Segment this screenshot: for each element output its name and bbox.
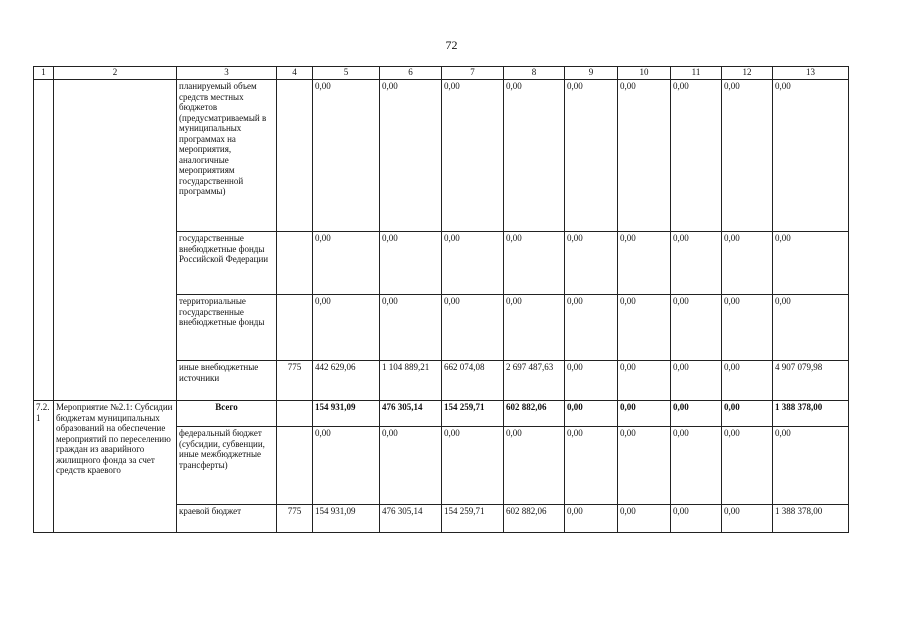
value-cell: 1 388 378,00 (773, 401, 849, 427)
column-header: 5 (313, 67, 380, 80)
column-header: 9 (565, 67, 618, 80)
column-header: 11 (671, 67, 722, 80)
value-cell: 0,00 (504, 295, 565, 361)
number-cell (34, 80, 54, 401)
value-cell: 0,00 (504, 232, 565, 295)
table-row (34, 401, 849, 427)
column-header: 6 (380, 67, 442, 80)
column-header: 8 (504, 67, 565, 80)
value-cell: 0,00 (618, 401, 671, 427)
funding-source: иные внебюджетные источники (177, 361, 277, 401)
value-cell: 0,00 (380, 427, 442, 505)
value-cell: 0,00 (565, 401, 618, 427)
value-cell: 0,00 (380, 80, 442, 232)
value-cell: 0,00 (618, 80, 671, 232)
code-cell (277, 295, 313, 361)
value-cell: 0,00 (618, 361, 671, 401)
value-cell: 2 697 487,63 (504, 361, 565, 401)
value-cell: 0,00 (442, 427, 504, 505)
column-header: 7 (442, 67, 504, 80)
value-cell: 0,00 (618, 505, 671, 533)
column-header: 1 (34, 67, 54, 80)
column-number-row (34, 67, 849, 80)
funding-source: планируемый объем средств местных бюджетов (предусматриваемый в муниципальных программах на мероприятия, аналогичные мероприятиям государственной программы) (177, 80, 277, 232)
value-cell: 4 907 079,98 (773, 361, 849, 401)
value-cell: 0,00 (618, 427, 671, 505)
value-cell: 0,00 (671, 505, 722, 533)
value-cell: 0,00 (565, 295, 618, 361)
value-cell: 0,00 (722, 295, 773, 361)
measure-cell (54, 80, 177, 401)
code-cell: 775 (277, 361, 313, 401)
value-cell: 0,00 (313, 427, 380, 505)
value-cell: 476 305,14 (380, 401, 442, 427)
funding-source: федеральный бюджет (субсидии, субвенции, иные межбюджетные трансферты) (177, 427, 277, 505)
value-cell: 0,00 (442, 232, 504, 295)
value-cell: 602 882,06 (504, 505, 565, 533)
value-cell: 0,00 (565, 427, 618, 505)
code-cell (277, 427, 313, 505)
value-cell: 154 931,09 (313, 505, 380, 533)
value-cell: 0,00 (313, 232, 380, 295)
budget-table (33, 66, 849, 533)
value-cell: 0,00 (722, 232, 773, 295)
value-cell: 0,00 (722, 361, 773, 401)
value-cell: 0,00 (565, 232, 618, 295)
value-cell: 0,00 (504, 427, 565, 505)
value-cell: 0,00 (671, 80, 722, 232)
value-cell: 0,00 (565, 80, 618, 232)
code-cell (277, 232, 313, 295)
funding-source: территориальные государственные внебюджетные фонды (177, 295, 277, 361)
value-cell: 0,00 (671, 295, 722, 361)
table-row (34, 80, 849, 232)
column-header: 12 (722, 67, 773, 80)
value-cell: 442 629,06 (313, 361, 380, 401)
value-cell: 0,00 (773, 232, 849, 295)
measure-title: Мероприятие №2.1: Субсидии бюджетам муниципальных образований на обеспечение мероприятий по переселению граждан из аварийного жилищного фонда за счет средств краевого (54, 401, 177, 533)
value-cell: 154 259,71 (442, 505, 504, 533)
value-cell: 0,00 (504, 80, 565, 232)
value-cell: 0,00 (313, 295, 380, 361)
value-cell: 0,00 (380, 295, 442, 361)
page-number: 72 (445, 38, 458, 52)
value-cell: 0,00 (565, 505, 618, 533)
value-cell: 0,00 (442, 80, 504, 232)
value-cell: 0,00 (380, 232, 442, 295)
value-cell: 154 931,09 (313, 401, 380, 427)
column-header: 3 (177, 67, 277, 80)
value-cell: 0,00 (671, 427, 722, 505)
code-cell (277, 80, 313, 232)
value-cell: 0,00 (671, 361, 722, 401)
value-cell: 0,00 (671, 401, 722, 427)
column-header: 2 (54, 67, 177, 80)
column-header: 4 (277, 67, 313, 80)
column-header: 10 (618, 67, 671, 80)
value-cell: 0,00 (773, 80, 849, 232)
value-cell: 0,00 (565, 361, 618, 401)
code-cell (277, 401, 313, 427)
code-cell: 775 (277, 505, 313, 533)
value-cell: 476 305,14 (380, 505, 442, 533)
value-cell: 1 388 378,00 (773, 505, 849, 533)
value-cell: 0,00 (773, 295, 849, 361)
value-cell: 0,00 (722, 401, 773, 427)
value-cell: 0,00 (618, 232, 671, 295)
column-header: 13 (773, 67, 849, 80)
value-cell: 0,00 (442, 295, 504, 361)
value-cell: 154 259,71 (442, 401, 504, 427)
value-cell: 0,00 (722, 80, 773, 232)
value-cell: 1 104 889,21 (380, 361, 442, 401)
value-cell: 0,00 (618, 295, 671, 361)
value-cell: 0,00 (722, 427, 773, 505)
funding-source: краевой бюджет (177, 505, 277, 533)
value-cell: 0,00 (671, 232, 722, 295)
value-cell: 0,00 (773, 427, 849, 505)
value-cell: 602 882,06 (504, 401, 565, 427)
funding-source: Всего (177, 401, 277, 427)
value-cell: 0,00 (722, 505, 773, 533)
measure-number: 7.2.1 (34, 401, 54, 533)
funding-source: государственные внебюджетные фонды Российской Федерации (177, 232, 277, 295)
value-cell: 662 074,08 (442, 361, 504, 401)
value-cell: 0,00 (313, 80, 380, 232)
